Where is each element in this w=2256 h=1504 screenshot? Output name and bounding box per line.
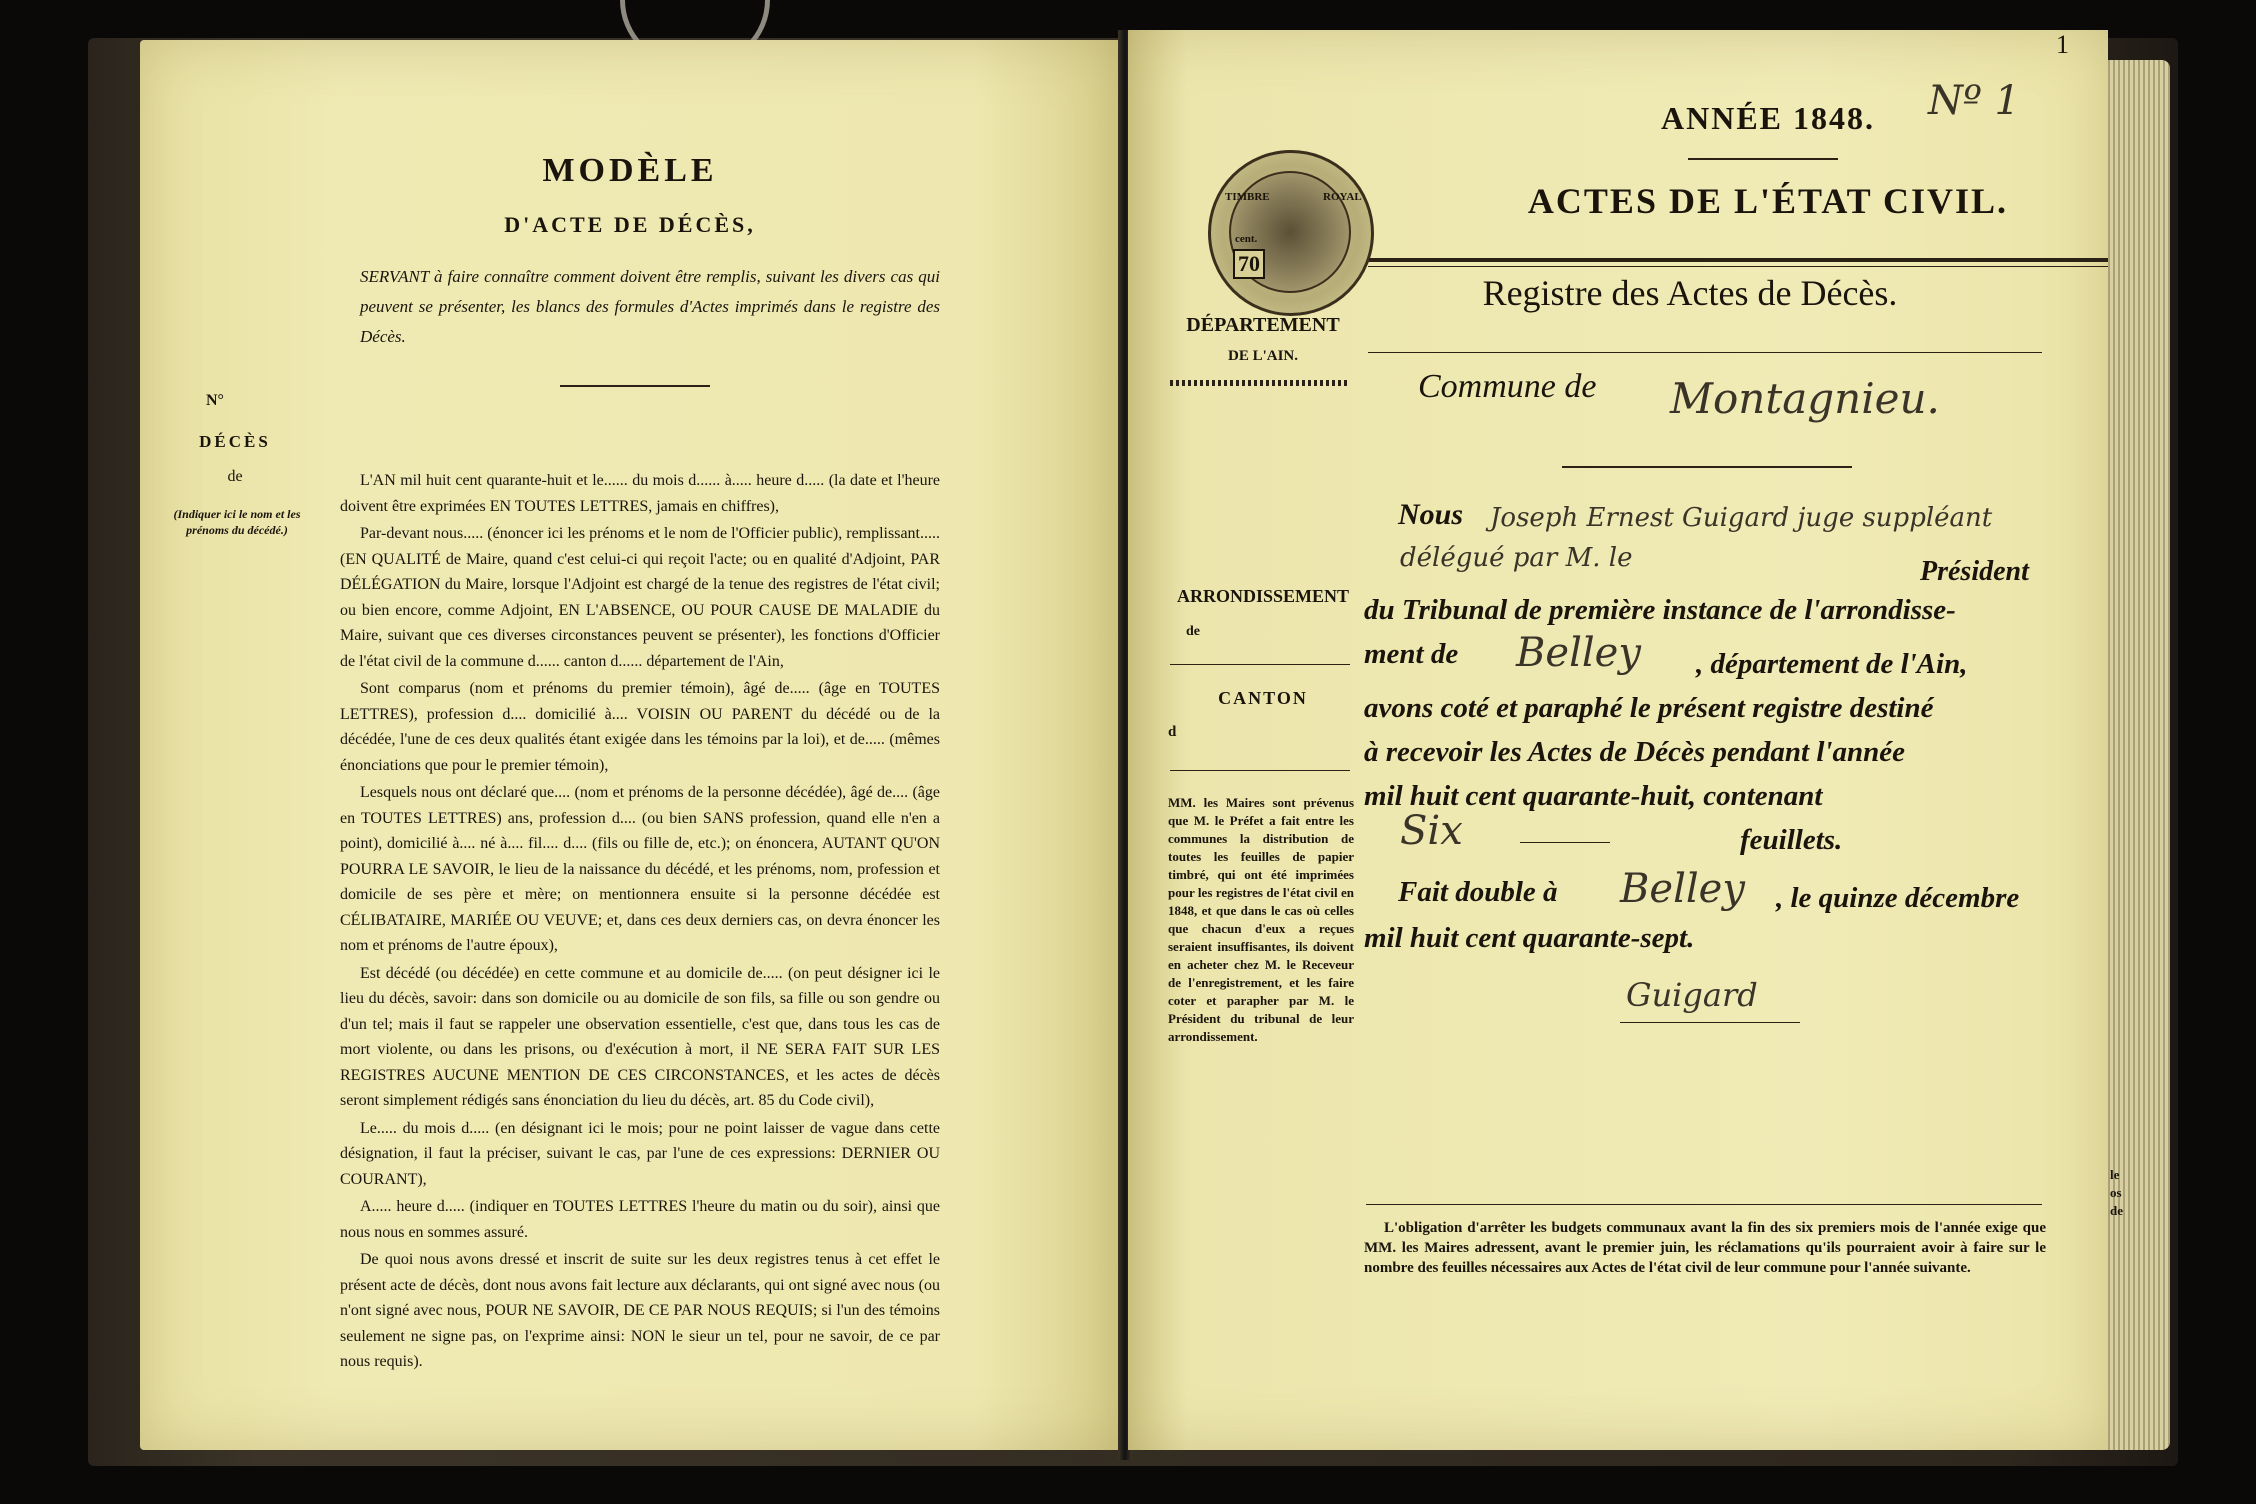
canton-d: d [1168,724,1177,740]
year-text: mil huit cent quarante-sept. [1364,922,1695,954]
canton-label: CANTON [1218,688,1308,708]
commune-handwritten: Montagnieu. [1670,374,1940,423]
signature-flourish [1620,1022,1800,1023]
paragraph-an: L'AN mil huit cent quarante-huit et le...... du mois d...... à..... heure d..... (la date et l'heure doivent être exprimées EN TOUTES LETTRES, jamais en chiffres), [340,472,940,515]
model-body [340,468,940,1375]
prefect-side-note: MM. les Maires sont prévenus que M. le Préfet a fait entre les communes la distribution de toutes les feuilles de papier timbré, qui ont été imprimées pour les registres de l'état civil en 1848, et que dans le cas où celles que chacun d'eux a reçues seraient insuffisantes, ils doivent en acheter chez M. le Receveur de l'enregistrement, et les faire coter et parapher par M. le Président du tribunal de leur arrondissement. [1168,795,1354,1044]
seal-cent-text: cent. [1235,233,1258,245]
arrondissement-de: de [1186,624,1200,639]
year-divider [1688,158,1838,160]
model-intro: SERVANT à faire connaître comment doivent être remplis, suivant les divers cas qui peuvent se présenter, les blancs des formules d'Actes imprimés dans le registre des Décès. [360,267,940,346]
seal-timbre-text: TIMBRE [1225,191,1270,203]
seal-value: 70 [1233,249,1265,279]
departement-label: DÉPARTEMENT [1186,314,1340,336]
nous-handwritten: Joseph Ernest Guigard juge suppléant délégué par M. le [1400,503,1993,573]
paragraph-mois: Le..... du mois d..... (en désignant ici le mois; pour ne point laisser de vague dans cette désignation, il faut la préciser, suivant le cas, par l'une de ces expressions: DERNIER OU COURANT), [340,1119,940,1188]
left-page [140,40,1120,1450]
paragraph-signature: De quoi nous avons dressé et inscrit de suite sur les deux registres tenus à cet effet le présent acte de décès, dont nous avons fait lecture aux déclarants, qui ont signé avec nous (ou n'ont signé avec nous, POUR NE SAVOIR, DE CE PAR NOUS REQUIS; si l'un des témoins seulement ne signe pas, on l'exprime ainsi: NON le sieur un tel, pour ne savoir, de ce par nous requis). [340,1251,940,1370]
commune-label: Commune de [1418,368,1597,405]
departement-name: DE L'AIN. [1227,348,1298,364]
arrondissement-label: ARRONDISSEMENT [1176,586,1350,606]
departement-rule [1170,380,1350,386]
edge-text: le os de [2110,1167,2123,1218]
register-heading: ACTES DE L'ÉTAT CIVIL. [1527,181,2009,221]
cote-paraphe-line: avons coté et paraphé le présent registre destiné [1364,692,1934,724]
feuillets-handwritten: Six [1400,808,1463,854]
margin-de: de [227,468,243,485]
margin-deces: DÉCÈS [199,432,271,451]
paragraph-declare: Lesquels nous ont déclaré que.... (nom et prénoms de la personne décédée), âgé de.... (âge en TOUTES LETTRES) ans, profession d.... (ou bien SANS profession, quand elle n'en a point), domicilié à.... né à.... fil.... d.... (fils ou fille de, etc.); on énoncera, AUTANT QU'ON POURRA LE SAVOIR, le lieu de la naissance du décédé, et les prénoms, nom, profession et domicile de ses père et mère; on mentionnera ensuite si la personne décédée est CÉLIBATAIRE, MARIÉE OU VEUVE; et, dans ces deux derniers cas, on devra énoncer les nom et prénoms de l'autre époux), [340,784,940,954]
departement-ain-line: , département de l'Ain, [1696,648,1968,680]
heading-rule-bottom [1368,266,2108,267]
paragraph-comparus: Sont comparus (nom et prénoms du premier témoin), âgé de..... (âge en TOUTES LETTRES), profession d.... domicilié à.... VOISIN OU PARENT du décédé ou de la décédée, l'une de ces deux qualités étant exigée dans les témoins par la loi), et de..... (mêmes énonciations que pour le premier témoin), [340,680,940,774]
intro-divider [560,385,710,387]
subtitle-rule [1368,352,2042,353]
president-label: Président [1920,556,2029,587]
tribunal-line: du Tribunal de première instance de l'arrondisse- [1364,594,1956,626]
nous-label: Nous [1398,498,1464,531]
paragraph-decede: Est décédé (ou décédée) en cette commune et au domicile de..... (on peut désigner ici le lieu du décès, savoir: dans son domicile ou au domicile de son fils, sa fille ou son gendre ou d'un tel; mais il faut se rappeler une observation essentielle, c'est que, dans tous les cas de mort violente, ou dans les prisons, ou d'exécution à mort, il NE SERA FAIT SUR LES REGISTRES AUCUNE MENTION DE CES CIRCONSTANCES, et les actes de décès seront simplement rédigés sans énonciation du lieu du décès, art. 85 du Code civil), [340,964,940,1109]
model-title: MODÈLE [542,152,718,189]
belley-handwritten: Belley [1516,630,1641,676]
register-subtitle: Registre des Actes de Décès. [1482,273,1898,313]
commune-rule [1562,466,1852,468]
ment-de-label: ment de [1364,638,1459,670]
paragraph-par-devant: Par-devant nous..... (énoncer ici les prénoms et le nom de l'Officier public), remplissant..... (EN QUALITÉ de Maire, quand c'est celui-ci qui reçoit l'acte; ou en qualité d'Adjoint, PAR DÉLÉGATION du Maire, lorsque l'Adjoint est chargé de la tenue des registres de l'état civil; ou bien encore, comme Adjoint, EN L'ABSENCE, OU POUR CAUSE DE MALADIE du Maire, suivant que ces diverses circonstances peuvent se présenter), les fonctions d'Officier de l'état civil de la commune d...... canton d...... département de l'Ain, [340,525,940,670]
mil-huit-line: mil huit cent quarante-huit, contenant [1364,780,1823,812]
recevoir-line: à recevoir les Actes de Décès pendant l'année [1364,736,1905,768]
budget-footer-note: L'obligation d'arrêter les budgets communaux avant la fin des six premiers mois de l'année exige que MM. les Maires adressent, avant le premier juin, les réclamations qu'ils pourraient avoir à faire sur le nombre des feuilles nécessaires aux Actes de l'état civil de leur commune pour l'année suivante. [1364,1220,2046,1276]
date-text: , le quinze décembre [1776,882,2020,914]
handwritten-folio: Nº 1 [1928,78,2020,124]
year-heading: ANNÉE 1848. [1660,100,1875,136]
model-subtitle: D'ACTE DE DÉCÈS, [504,212,756,237]
royal-stamp-seal [1208,150,1374,316]
belley-handwritten-2: Belley [1620,866,1745,912]
page-stack-edge [2100,60,2170,1450]
canton-rule [1170,770,1350,771]
feuillets-label: feuillets. [1740,824,1843,856]
seal-royal-text: ROYAL [1323,191,1362,203]
heading-rule-top [1368,258,2108,262]
paragraph-heure: A..... heure d..... (indiquer en TOUTES LETTRES l'heure du matin ou du soir), ainsi que nous nous en sommes assuré. [340,1198,940,1241]
margin-note: (Indiquer ici le nom et les prénoms du décédé.) [173,507,301,537]
signature-guigard: Guigard [1626,976,1758,1014]
page-number: 1 [2056,30,2069,59]
number-label: N° [206,392,224,409]
feuillets-dash [1520,842,1610,843]
arrondissement-rule [1170,664,1350,665]
footer-rule [1366,1204,2042,1205]
fait-double-label: Fait double à [1398,876,1558,908]
